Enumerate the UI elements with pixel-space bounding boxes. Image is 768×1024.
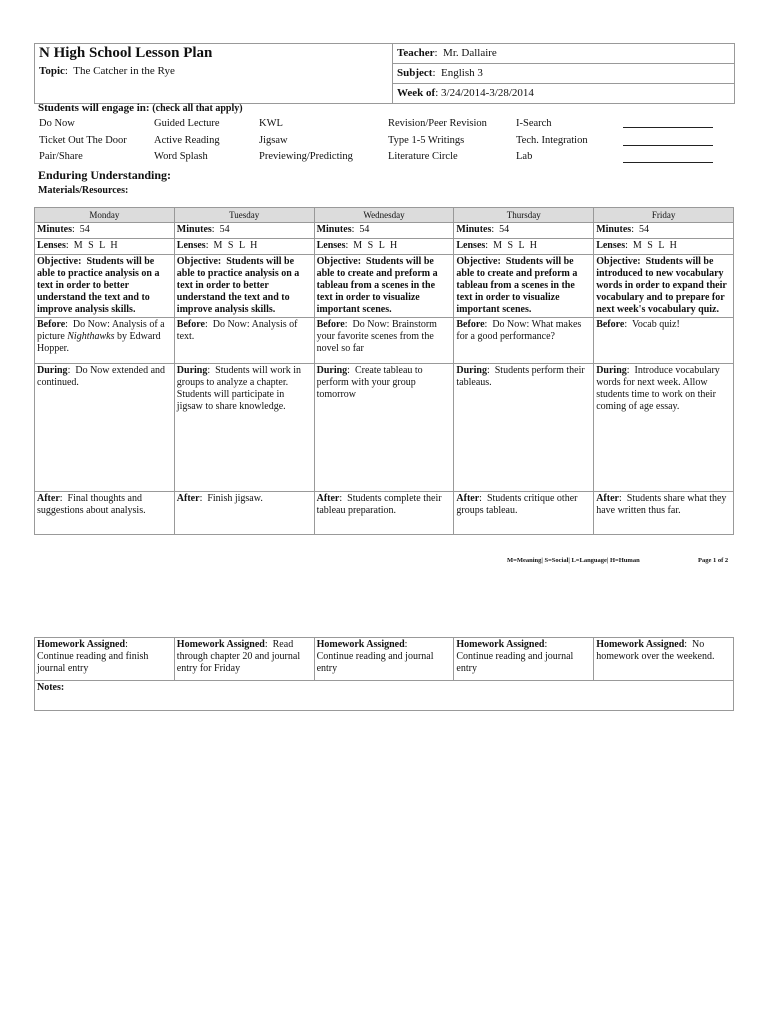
before-text-end: by Edward Hopper. — [37, 331, 161, 354]
before-text: Do Now: Analysis of text. — [176, 319, 298, 342]
engagement-option: Ticket Out The Door — [39, 134, 127, 146]
objective-label: Objective: — [37, 256, 82, 267]
fill-in-blank-line[interactable] — [623, 116, 713, 128]
materials-label: Materials/Resources: — [38, 185, 129, 196]
after-cell: After: Students share what they have written thus far. — [594, 492, 734, 535]
objective-label: Objective: — [176, 256, 222, 267]
objective-text: Students will be able to practice analysis on a text in order to better understand the text and to improve analysis skills. — [37, 256, 160, 315]
homework-label: Homework Assigned — [596, 639, 685, 650]
objective-cell — [314, 255, 454, 318]
lenses-value: M S L H — [73, 240, 118, 251]
day-header: Thursday — [454, 208, 594, 223]
engagement-option: Active Reading — [154, 134, 220, 146]
during-cell: During: Create tableau to perform with your group tomorrow — [314, 364, 454, 492]
objective-text: Students will be able to create and preform a tableau from a scenes in the text in order to visualize important scenes. — [316, 256, 438, 315]
during-row — [35, 364, 734, 492]
homework-text: Continue reading and journal entry — [316, 651, 434, 674]
homework-label: Homework Assigned — [316, 639, 405, 650]
topic-line: Topic: The Catcher in the Rye — [39, 65, 175, 77]
after-cell: After: Final thoughts and suggestions about analysis. — [35, 492, 175, 535]
during-text: Students will work in groups to analyze a chapter. Students will participate in jigsaw to share knowledge. — [176, 365, 301, 412]
week-label: Week of — [397, 87, 436, 99]
minutes-value: 54 — [638, 224, 649, 235]
subject-value: English 3 — [441, 67, 483, 79]
lenses-label: Lenses — [316, 240, 346, 251]
engagement-option: Literature Circle — [388, 151, 458, 162]
header-table — [34, 43, 735, 104]
week-grid — [34, 207, 734, 535]
engagement-option: Type 1-5 Writings — [388, 134, 465, 146]
homework-label: Homework Assigned — [37, 639, 126, 650]
during-cell: During: Do Now extended and continued. — [35, 364, 175, 492]
day-header: Tuesday — [174, 208, 314, 223]
objective-text: Students will be introduced to new vocabulary words in order to expand their vocabulary and to prepare for next week's vocabulary quiz. — [596, 256, 727, 315]
after-label: After — [176, 493, 200, 504]
homework-table — [34, 637, 734, 711]
after-row — [35, 492, 734, 535]
engagement-option: Jigsaw — [259, 134, 288, 146]
before-cell: Before: Do Now: What makes for a good performance? — [454, 318, 594, 364]
during-text: Do Now extended and continued. — [37, 365, 166, 388]
engagement-option: Pair/Share — [39, 151, 83, 162]
before-cell: Before: Do Now: Brainstorm your favorite scenes from the novel so far — [314, 318, 454, 364]
homework-cell: Homework Assigned: No homework over the weekend. — [594, 638, 734, 681]
during-text: Students perform their tableaus. — [456, 365, 585, 388]
before-text: Do Now: Brainstorm your favorite scenes from the novel so far — [316, 319, 437, 354]
after-text: Finish jigsaw. — [207, 493, 263, 504]
objective-cell — [594, 255, 734, 318]
objective-label: Objective: — [596, 256, 641, 267]
lenses-value: M S L H — [353, 240, 398, 251]
homework-text: Continue reading and journal entry — [456, 651, 574, 674]
blank-lines-column — [623, 116, 713, 169]
teacher-value: Mr. Dallaire — [443, 47, 497, 59]
lens-legend: M=Meaning| S=Social| L=Language| H=Human — [507, 557, 640, 564]
minutes-cell: Minutes: 54 — [594, 223, 734, 239]
minutes-value: 54 — [219, 224, 230, 235]
subject-cell: Subject: English 3 — [393, 64, 735, 84]
engagement-option: Guided Lecture — [154, 118, 220, 129]
minutes-label: Minutes — [596, 224, 632, 235]
lenses-value: M S L H — [213, 240, 258, 251]
during-label: During — [37, 365, 68, 376]
engagement-heading — [38, 102, 243, 114]
during-text: Create tableau to perform with your group tomorrow — [316, 365, 423, 400]
homework-text: No homework over the weekend. — [596, 639, 715, 662]
after-text: Students share what they have written thus far. — [596, 493, 727, 516]
subject-label: Subject — [397, 67, 433, 79]
after-cell: After: Finish jigsaw. — [174, 492, 314, 535]
minutes-cell: Minutes: 54 — [174, 223, 314, 239]
title-cell — [35, 44, 393, 104]
lenses-row — [35, 239, 734, 255]
lenses-cell: Lenses: M S L H — [594, 239, 734, 255]
engagement-option: Do Now — [39, 118, 75, 129]
before-label: Before — [596, 319, 625, 330]
minutes-label: Minutes — [37, 224, 72, 235]
engagement-option: Word Splash — [154, 151, 208, 162]
notes-cell[interactable] — [35, 681, 734, 711]
page-number: Page 1 of 2 — [698, 557, 729, 564]
during-cell: During: Students will work in groups to analyze a chapter. Students will participate in jigsaw to share knowledge. — [174, 364, 314, 492]
lenses-cell: Lenses: M S L H — [174, 239, 314, 255]
minutes-value: 54 — [79, 224, 90, 235]
week-cell: Week of: 3/24/2014-3/28/2014 — [393, 84, 735, 104]
minutes-label: Minutes — [176, 224, 212, 235]
topic-value: The Catcher in the Rye — [73, 65, 175, 77]
before-cell: Before: Do Now: Analysis of text. — [174, 318, 314, 364]
engagement-column — [259, 116, 353, 166]
before-text: Vocab quiz! — [631, 319, 680, 330]
teacher-cell: Teacher: Mr. Dallaire — [393, 44, 735, 64]
during-text: Introduce vocabulary words for next week. Allow students time to work on their coming of age essay. — [596, 365, 720, 412]
teacher-label: Teacher — [397, 47, 435, 59]
objective-label: Objective: — [456, 256, 501, 267]
objective-text: Students will be able to create and preform a tableau from a scenes in the text in order to visualize important scenes. — [456, 256, 578, 315]
during-cell: During: Introduce vocabulary words for next week. Allow students time to work on their coming of age essay. — [594, 364, 734, 492]
after-text: Students complete their tableau preparation. — [316, 493, 442, 516]
before-cell: Before: Do Now: Analysis of a picture Nighthawks by Edward Hopper. — [35, 318, 175, 364]
engagement-column — [154, 116, 220, 166]
after-label: After — [37, 493, 60, 504]
engagement-option: Lab — [516, 151, 533, 162]
after-label: After — [456, 493, 480, 504]
before-text-italic: Nighthawks — [67, 331, 115, 342]
after-text: Final thoughts and suggestions about analysis. — [37, 493, 146, 516]
notes-label: Notes: — [37, 682, 65, 693]
day-header: Monday — [35, 208, 175, 223]
engagement-option: I-Search — [516, 118, 552, 129]
homework-cell: Homework Assigned: Continue reading and finish journal entry — [35, 638, 175, 681]
lenses-cell: Lenses: M S L H — [454, 239, 594, 255]
lenses-cell: Lenses: M S L H — [35, 239, 175, 255]
minutes-cell: Minutes: 54 — [35, 223, 175, 239]
engagement-column — [516, 116, 588, 166]
fill-in-blank-line[interactable] — [623, 134, 713, 146]
engagement-option: Previewing/Predicting — [259, 151, 353, 162]
homework-cell: Homework Assigned: Continue reading and journal entry — [314, 638, 454, 681]
day-header-row — [35, 208, 734, 223]
before-text: Do Now: Analysis of a picture — [37, 319, 165, 342]
before-text: Do Now: What makes for a good performance? — [456, 319, 582, 342]
homework-text: Read through chapter 20 and journal entry for Friday — [176, 639, 301, 674]
after-label: After — [596, 493, 619, 504]
lenses-value: M S L H — [632, 240, 677, 251]
minutes-value: 54 — [359, 224, 370, 235]
after-text: Students critique other groups tableau. — [456, 493, 578, 516]
week-value: 3/24/2014-3/28/2014 — [441, 87, 534, 99]
day-header: Friday — [594, 208, 734, 223]
before-label: Before — [316, 319, 345, 330]
homework-cell: Homework Assigned: Read through chapter 20 and journal entry for Friday — [174, 638, 314, 681]
notes-row — [35, 681, 734, 711]
minutes-value: 54 — [499, 224, 510, 235]
lenses-label: Lenses — [37, 240, 66, 251]
during-label: During — [316, 365, 348, 376]
minutes-cell: Minutes: 54 — [454, 223, 594, 239]
during-cell: During: Students perform their tableaus. — [454, 364, 594, 492]
engagement-heading-text: Students will engage in: — [38, 102, 150, 114]
objective-cell — [454, 255, 594, 318]
homework-text: Continue reading and finish journal entry — [37, 651, 149, 674]
fill-in-blank-line[interactable] — [623, 151, 713, 163]
after-label: After — [316, 493, 340, 504]
enduring-understanding-label: Enduring Understanding: — [38, 168, 172, 182]
before-cell: Before: Vocab quiz! — [594, 318, 734, 364]
minutes-cell: Minutes: 54 — [314, 223, 454, 239]
before-label: Before — [176, 319, 205, 330]
engagement-column — [388, 116, 487, 166]
homework-row — [35, 638, 734, 681]
objective-cell — [174, 255, 314, 318]
minutes-row — [35, 223, 734, 239]
objective-text: Students will be able to practice analysis on a text in order to better understand the text and to improve analysis skills. — [176, 256, 300, 315]
engagement-option: Revision/Peer Revision — [388, 118, 487, 129]
page-title: N High School Lesson Plan — [39, 45, 213, 61]
engagement-option: KWL — [259, 118, 283, 129]
lenses-cell: Lenses: M S L H — [314, 239, 454, 255]
engagement-subheading: (check all that apply) — [152, 103, 243, 114]
after-cell: After: Students complete their tableau preparation. — [314, 492, 454, 535]
homework-cell: Homework Assigned: Continue reading and journal entry — [454, 638, 594, 681]
minutes-label: Minutes — [456, 224, 492, 235]
homework-label: Homework Assigned — [176, 639, 265, 650]
minutes-label: Minutes — [316, 224, 352, 235]
engagement-option: Tech. Integration — [516, 134, 588, 146]
objective-cell — [35, 255, 175, 318]
objective-row — [35, 255, 734, 318]
during-label: During — [456, 365, 487, 376]
before-row — [35, 318, 734, 364]
during-label: During — [596, 365, 627, 376]
before-label: Before — [456, 319, 485, 330]
homework-label: Homework Assigned — [456, 639, 545, 650]
during-label: During — [176, 365, 208, 376]
after-cell: After: Students critique other groups tableau. — [454, 492, 594, 535]
lenses-label: Lenses — [596, 240, 626, 251]
day-header: Wednesday — [314, 208, 454, 223]
lenses-label: Lenses — [176, 240, 206, 251]
objective-label: Objective: — [316, 256, 362, 267]
lenses-value: M S L H — [493, 240, 537, 251]
topic-label: Topic — [39, 65, 65, 77]
before-label: Before — [37, 319, 66, 330]
lenses-label: Lenses — [456, 240, 486, 251]
engagement-column — [39, 116, 127, 166]
